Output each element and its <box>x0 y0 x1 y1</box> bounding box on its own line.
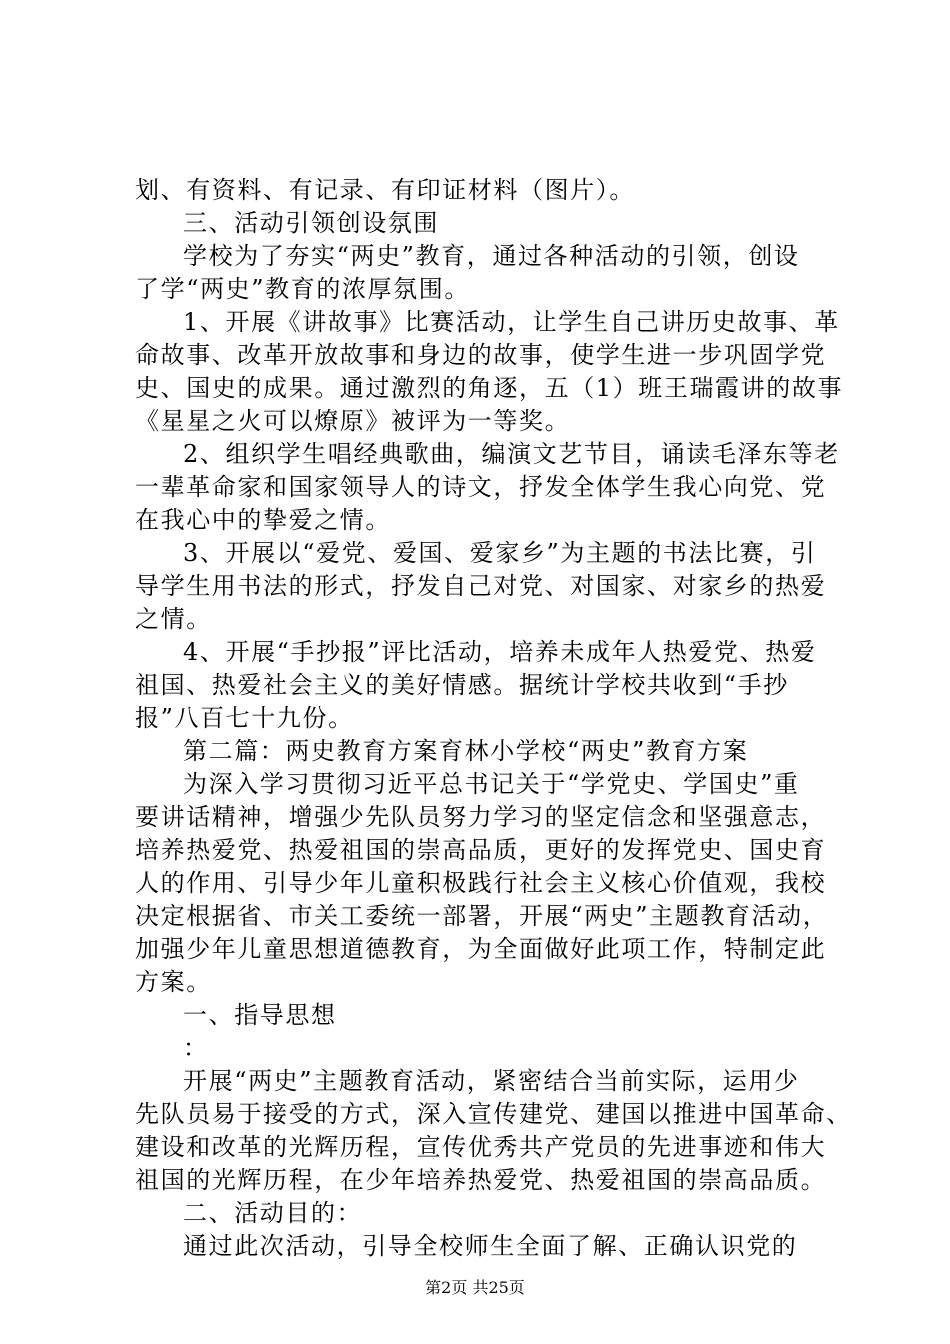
text-line: 2、组织学生唱经典歌曲，编演文艺节目，诵读毛泽东等老 <box>183 440 840 468</box>
text-line: 史、国史的成果。通过激烈的角逐，五（1）班王瑞霞讲的故事 <box>135 374 844 402</box>
text-line: 导学生用书法的形式，抒发自己对党、对国家、对家乡的热爱 <box>135 572 827 600</box>
text-line: 报”八百七十九份。 <box>135 704 354 732</box>
section-heading: 三、活动引领创设氛围 <box>183 209 439 237</box>
section-heading: 一、指导思想 <box>183 1001 337 1029</box>
text-line: 建设和改革的光辉历程，宣传优秀共产党员的先进事迹和伟大 <box>135 1133 827 1161</box>
text-line: 祖国的光辉历程，在少年培养热爱党、热爱祖国的崇高品质。 <box>135 1166 827 1194</box>
page-number-footer: 第2页 共25页 <box>425 1278 525 1297</box>
text-line: 人的作用、引导少年儿童积极践行社会主义核心价值观，我校 <box>135 869 827 897</box>
text-line: 先队员易于接受的方式，深入宣传建党、建国以推进中国革命、 <box>135 1100 852 1128</box>
text-line: 祖国、热爱社会主义的美好情感。据统计学校共收到“手抄 <box>135 671 789 699</box>
text-line: 4、开展“手抄报”评比活动，培养未成年人热爱党、热爱 <box>183 638 817 666</box>
text-line: 划、有资料、有记录、有印证材料（图片）。 <box>135 176 635 204</box>
text-line: 学校为了夯实“两史”教育，通过各种活动的引领，创设 <box>183 242 800 270</box>
text-line: 一辈革命家和国家领导人的诗文，抒发全体学生我心向党、党 <box>135 473 827 501</box>
text-line: 加强少年儿童思想道德教育，为全面做好此项工作，特制定此 <box>135 935 827 963</box>
text-line: 了学“两史”教育的浓厚氛围。 <box>135 275 470 303</box>
text-line: 命故事、改革开放故事和身边的故事，使学生进一步巩固学党 <box>135 341 827 369</box>
section-heading: 二、活动目的： <box>183 1199 363 1227</box>
text-line: 在我心中的挚爱之情。 <box>135 506 391 534</box>
text-line: ： <box>183 1034 209 1062</box>
text-line: 为深入学习贯彻习近平总书记关于“学党史、学国史”重 <box>183 770 800 798</box>
text-line: 培养热爱党、热爱祖国的崇高品质，更好的发挥党史、国史育 <box>135 836 827 864</box>
chapter-heading: 第二篇：两史教育方案育林小学校“两史”教育方案 <box>183 737 749 765</box>
text-line: 开展“两史”主题教育活动，紧密结合当前实际，运用少 <box>183 1067 800 1095</box>
text-line: 之情。 <box>135 605 212 633</box>
text-line: 1、开展《讲故事》比赛活动，让学生自己讲历史故事、革 <box>183 308 840 336</box>
text-line: 方案。 <box>135 968 212 996</box>
text-line: 3、开展以“爱党、爱国、爱家乡”为主题的书法比赛，引 <box>183 539 817 567</box>
text-line: 决定根据省、市关工委统一部署，开展“两史”主题教育活动， <box>135 902 829 930</box>
text-line: 要讲话精神，增强少先队员努力学习的坚定信念和坚强意志， <box>135 803 827 831</box>
text-line: 《星星之火可以燎原》被评为一等奖。 <box>135 407 571 435</box>
text-line: 通过此次活动，引导全校师生全面了解、正确认识党的 <box>183 1232 798 1260</box>
